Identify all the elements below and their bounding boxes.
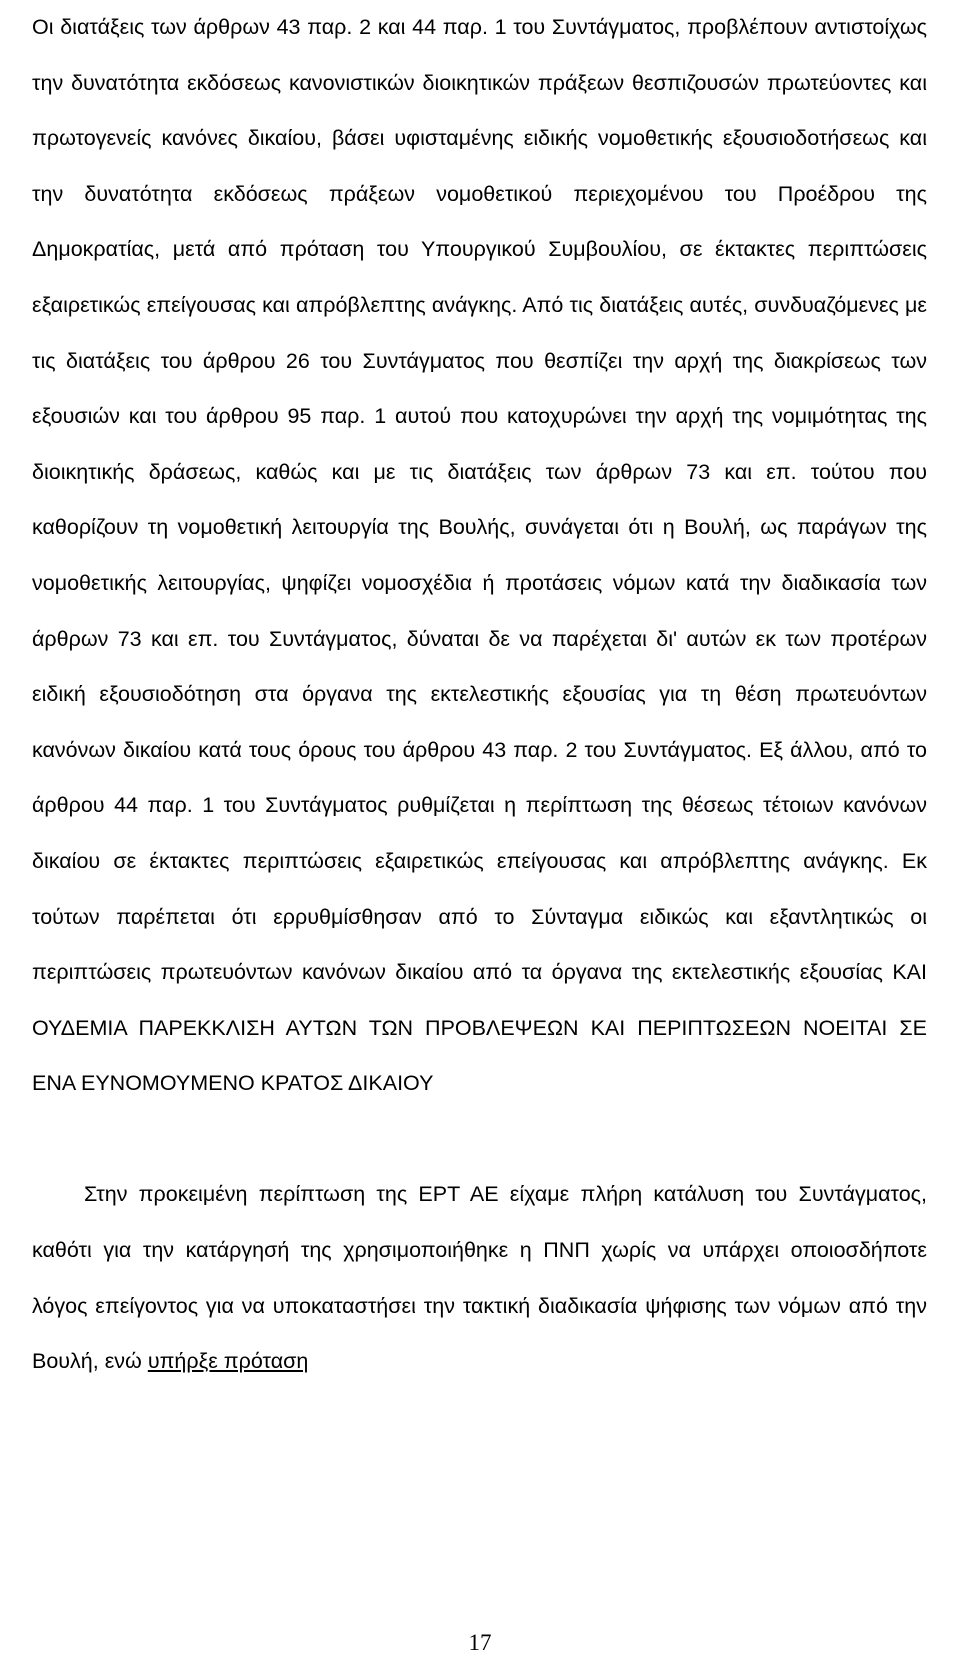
paragraph-2-text: Στην προκειμένη περίπτωση της ΕΡΤ ΑΕ είχαμε πλήρη κατάλυση του Συντάγματος, καθότι για την κατάργησή της χρησιμοποιήθηκε η ΠΝΠ χωρίς να υπάρχει οποιοσδήποτε λόγος επείγοντος για να υποκαταστήσει την τακτική διαδικασία ψήφισης των νόμων από την Βουλή, ενώ bbox=[32, 1182, 927, 1374]
paragraph-2 bbox=[32, 1167, 927, 1389]
paragraph-1: Οι διατάξεις των άρθρων 43 παρ. 2 και 44 παρ. 1 του Συντάγματος, προβλέπουν αντιστοίχως την δυνατότητα εκδόσεως κανονιστικών διοικητικών πράξεων θεσπιζουσών πρωτεύοντες και πρωτογενείς κανόνες δικαίου, βάσει υφισταμένης ειδικής νομοθετικής εξουσιοδοτήσεως και την δυνατότητα εκδόσεως πράξεων νομοθετικού περιεχομένου του Προέδρου της Δημοκρατίας, μετά από πρόταση του Υπουργικού Συμβουλίου, σε έκτακτες περιπτώσεις εξαιρετικώς επείγουσας και απρόβλεπτης ανάγκης. Από τις διατάξεις αυτές, συνδυαζόμενες με τις διατάξεις του άρθρου 26 του Συντάγματος που θεσπίζει την αρχή της διακρίσεως των εξουσιών και του άρθρου 95 παρ. 1 αυτού που κατοχυρώνει την αρχή της νομιμότητας της διοικητικής δράσεως, καθώς και με τις διατάξεις των άρθρων 73 και επ. τούτου που καθορίζουν τη νομοθετική λειτουργία της Βουλής, συνάγεται ότι η Βουλή, ως παράγων της νομοθετικής λειτουργίας, ψηφίζει νομοσχέδια ή προτάσεις νόμων κατά την διαδικασία των άρθρων 73 και επ. του Συντάγματος, δύναται δε να παρέχεται δι' αυτών εκ των προτέρων ειδική εξουσιοδότηση στα όργανα της εκτελεστικής εξουσίας για τη θέση πρωτευόντων κανόνων δικαίου κατά τους όρους του άρθρου 43 παρ. 2 του Συντάγματος. Εξ άλλου, από το άρθρου 44 παρ. 1 του Συντάγματος ρυθμίζεται η περίπτωση της θέσεως τέτοιων κανόνων δικαίου σε έκτακτες περιπτώσεις εξαιρετικώς επείγουσας και απρόβλεπτης ανάγκης. Εκ τούτων παρέπεται ότι ερρυθμίσθησαν από το Σύνταγμα ειδικώς και εξαντλητικώς οι περιπτώσεις πρωτευόντων κανόνων δικαίου από τα όργανα της εκτελεστικής εξουσίας ΚΑΙ ΟΥΔΕΜΙΑ ΠΑΡΕΚΚΛΙΣΗ ΑΥΤΩΝ ΤΩΝ ΠΡΟΒΛΕΨΕΩΝ ΚΑΙ ΠΕΡΙΠΤΩΣΕΩΝ ΝΟΕΙΤΑΙ ΣΕ ΕΝΑ ΕΥΝΟΜΟΥΜΕΝΟ ΚΡΑΤΟΣ ΔΙΚΑΙΟΥ bbox=[32, 15, 927, 1096]
page-number: 17 bbox=[468, 1630, 492, 1655]
paragraph-2-underlined-text: υπήρξε πρόταση bbox=[147, 1349, 309, 1374]
document-body bbox=[32, 0, 927, 1390]
